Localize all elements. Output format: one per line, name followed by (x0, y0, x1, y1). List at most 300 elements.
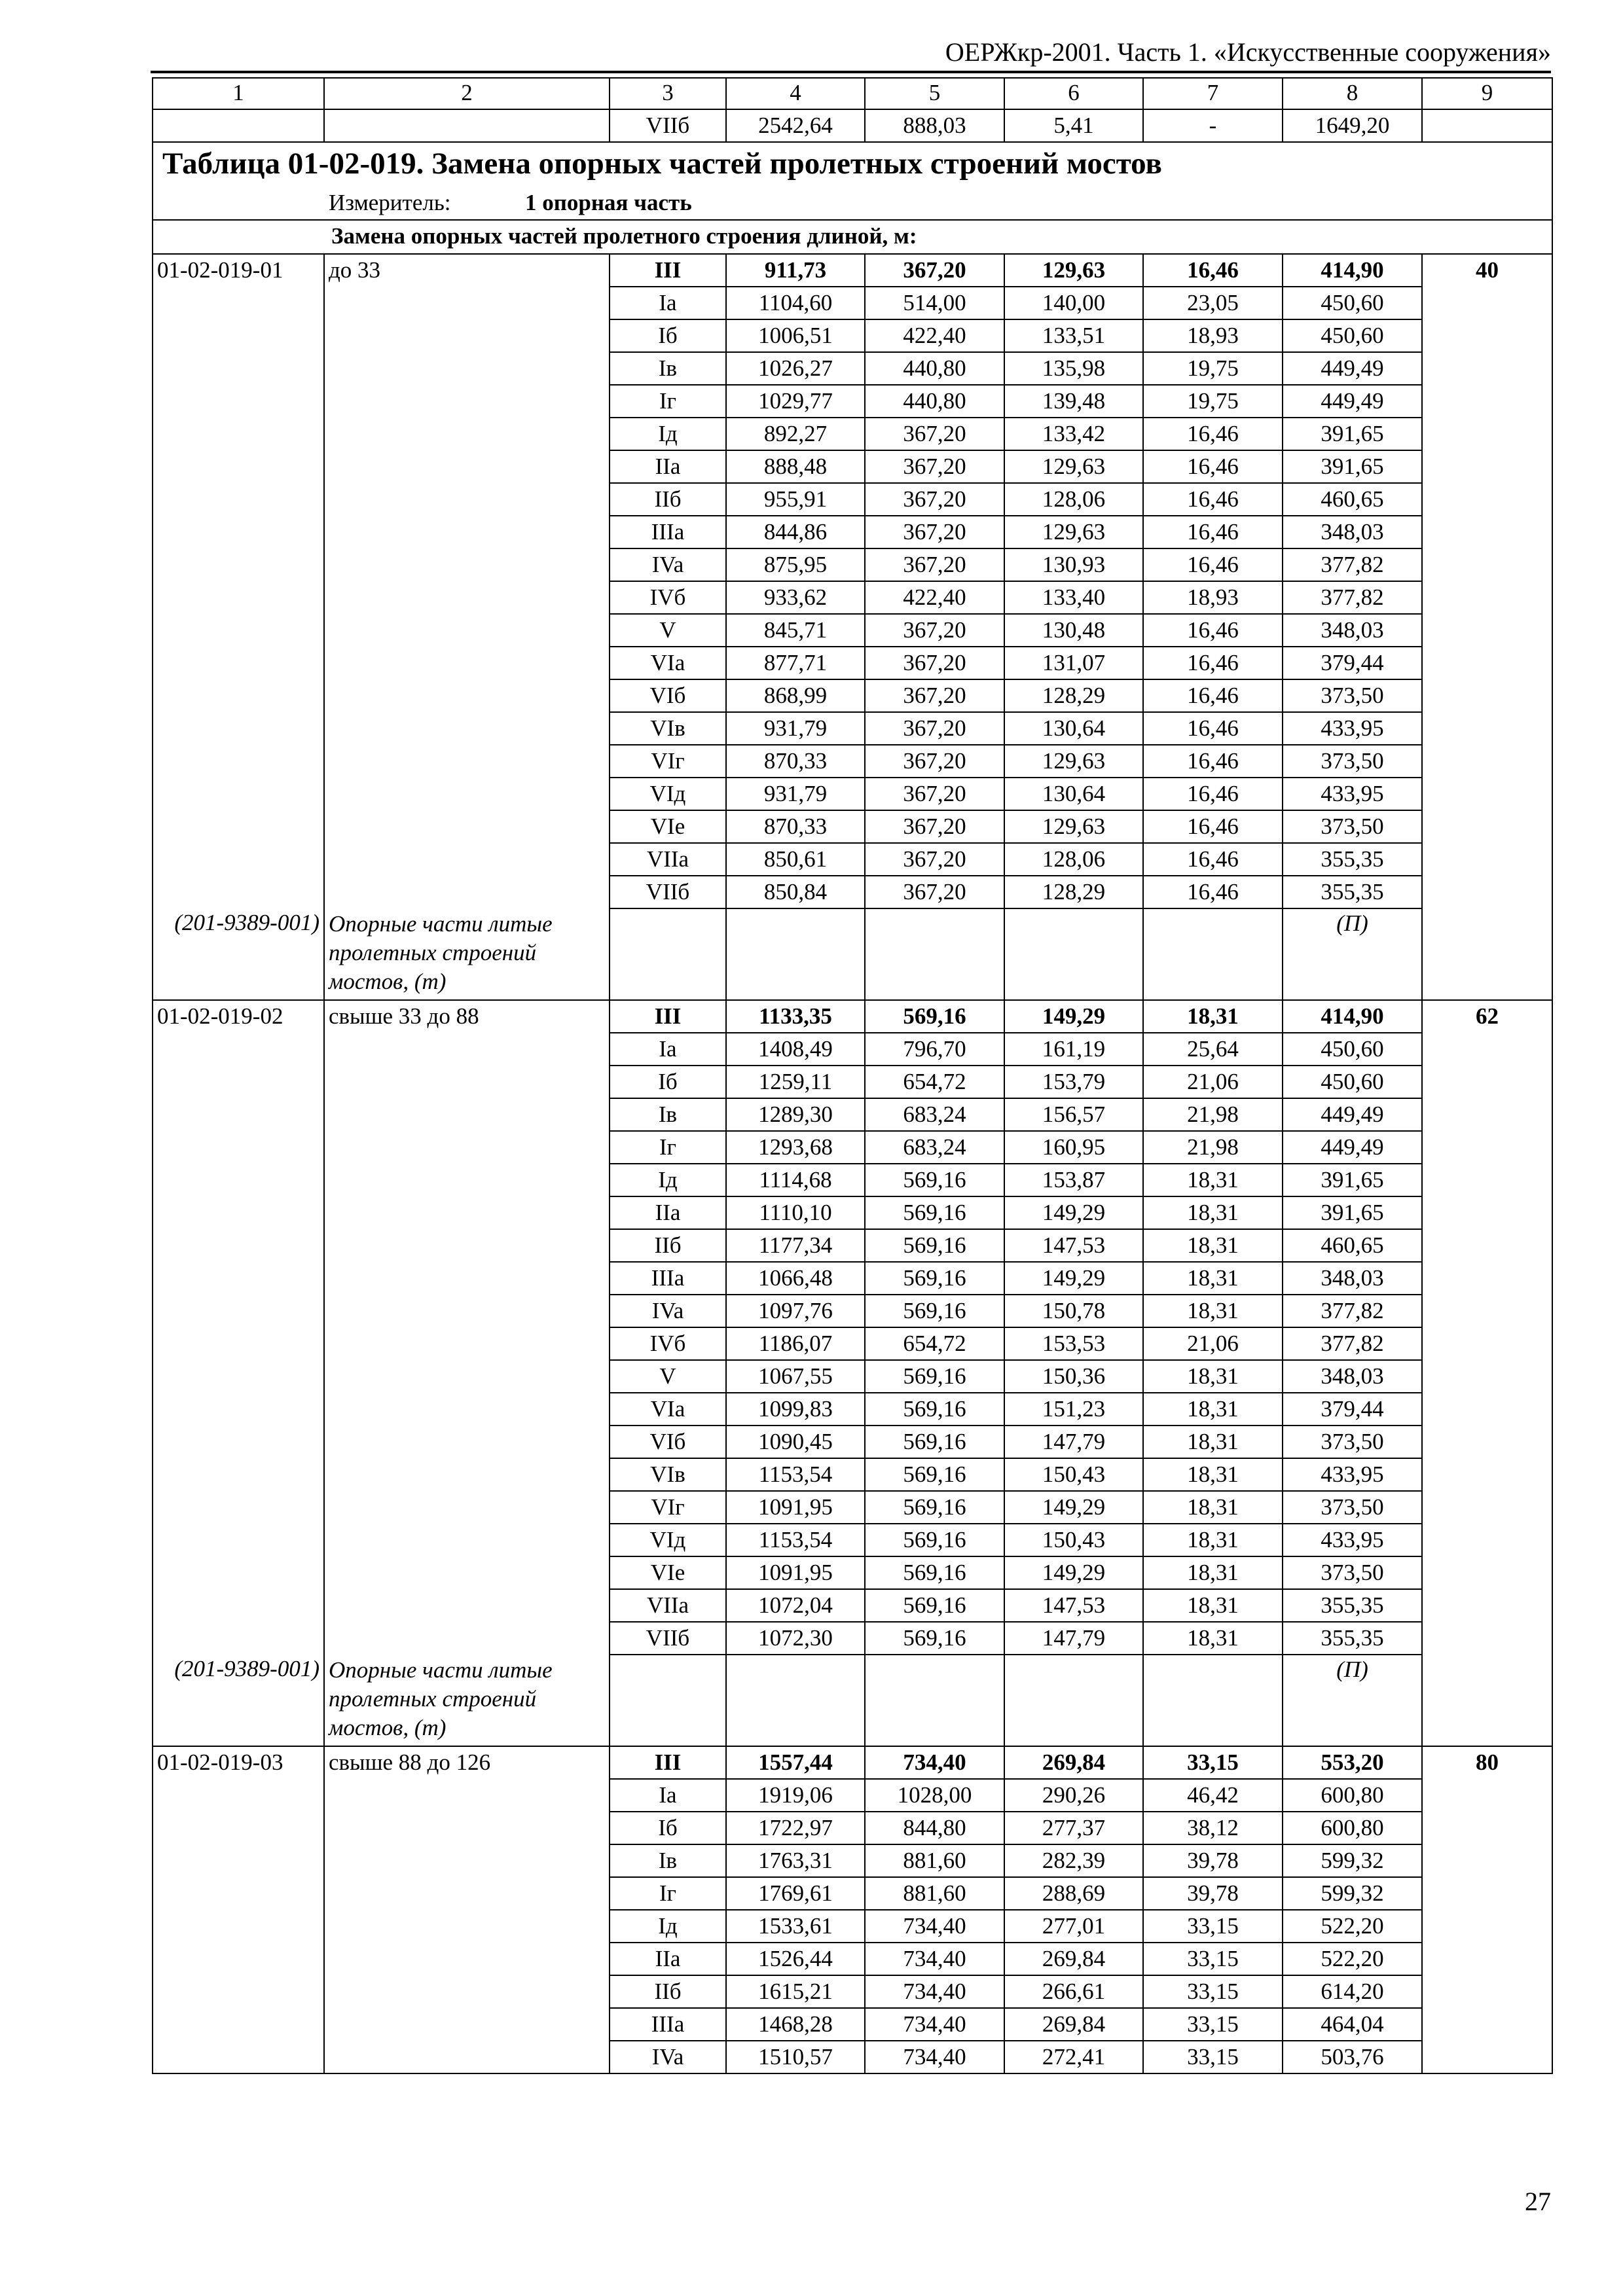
cell-empty (324, 548, 610, 581)
cell-empty (1422, 810, 1552, 843)
table-title: Таблица 01-02-019. Замена опорных частей пролетных строений мостов (162, 147, 1162, 181)
section-heading-cell (153, 220, 1552, 254)
cell-empty (1422, 1491, 1552, 1524)
value-cell: 377,82 (1283, 1295, 1422, 1327)
value-cell: 683,24 (865, 1098, 1004, 1131)
value-cell: 150,78 (1004, 1295, 1143, 1327)
value-cell: 16,46 (1143, 614, 1283, 647)
cell-empty (153, 679, 324, 712)
cell-empty (153, 516, 324, 548)
cell-empty (324, 1229, 610, 1262)
value-cell: 1090,45 (726, 1426, 865, 1458)
value-cell: 1557,44 (726, 1746, 865, 1779)
cell-empty (153, 1844, 324, 1877)
value-cell: 1763,31 (726, 1844, 865, 1877)
value-cell: 1029,77 (726, 385, 865, 418)
measure-label: Измеритель: (329, 190, 451, 215)
value-cell: 367,20 (865, 418, 1004, 450)
table-row (153, 1327, 1552, 1360)
cell-empty (153, 1524, 324, 1556)
zone-cell: Iг (610, 385, 726, 418)
value-cell: 734,40 (865, 2008, 1004, 2041)
value-cell: 379,44 (1283, 647, 1422, 679)
cell-empty (324, 647, 610, 679)
cell-empty (324, 1812, 610, 1844)
value-cell: 150,36 (1004, 1360, 1143, 1393)
table-row (153, 385, 1552, 418)
cell-empty (865, 1655, 1004, 1746)
value-cell: 881,60 (865, 1844, 1004, 1877)
value-cell: 870,33 (726, 745, 865, 778)
value-cell: 1114,68 (726, 1164, 865, 1196)
cell-empty (153, 1877, 324, 1910)
cell-empty (324, 516, 610, 548)
cell-empty (324, 2008, 610, 2041)
zone-cell: Iг (610, 1877, 726, 1910)
value-cell: 1099,83 (726, 1393, 865, 1426)
value-cell: 850,84 (726, 876, 865, 908)
cell-empty (324, 1779, 610, 1812)
zone-cell: Iб (610, 1812, 726, 1844)
value-cell: 355,35 (1283, 843, 1422, 876)
value-cell: 355,35 (1283, 1589, 1422, 1622)
zone-cell: VIIa (610, 843, 726, 876)
zone-cell: IVa (610, 548, 726, 581)
value-cell: 367,20 (865, 843, 1004, 876)
measure-value: 1 опорная часть (525, 190, 692, 215)
table-row (153, 516, 1552, 548)
cell-empty (153, 1327, 324, 1360)
value-cell: 18,31 (1143, 1524, 1283, 1556)
cell-empty (324, 319, 610, 352)
cell-empty (1422, 647, 1552, 679)
cell-empty (324, 745, 610, 778)
cell-empty (324, 287, 610, 319)
table-row (153, 1164, 1552, 1196)
table-row (153, 1491, 1552, 1524)
carry-over-cell: VIIб (610, 109, 726, 142)
value-cell: 734,40 (865, 1746, 1004, 1779)
value-cell: 16,46 (1143, 418, 1283, 450)
col9-value: 80 (1422, 1746, 1552, 1779)
cell-empty (153, 778, 324, 810)
value-cell: 377,82 (1283, 581, 1422, 614)
column-number: 3 (610, 78, 726, 109)
value-cell: 290,26 (1004, 1779, 1143, 1812)
cell-empty (153, 1812, 324, 1844)
value-cell: 734,40 (865, 1975, 1004, 2008)
value-cell: 522,20 (1283, 1943, 1422, 1975)
cell-empty (1422, 548, 1552, 581)
value-cell: 16,46 (1143, 712, 1283, 745)
carry-over-cell: 2542,64 (726, 109, 865, 142)
cell-empty (153, 450, 324, 483)
value-cell: 449,49 (1283, 1131, 1422, 1164)
cell-empty (610, 908, 726, 1000)
value-cell: 150,43 (1004, 1524, 1143, 1556)
zone-cell: IIa (610, 1196, 726, 1229)
value-cell: 1153,54 (726, 1458, 865, 1491)
value-cell: 1408,49 (726, 1033, 865, 1066)
value-cell: 277,37 (1004, 1812, 1143, 1844)
cell-empty (153, 1910, 324, 1943)
zone-cell: III (610, 254, 726, 287)
zone-cell: Ia (610, 1779, 726, 1812)
value-cell: 16,46 (1143, 450, 1283, 483)
value-cell: 23,05 (1143, 287, 1283, 319)
table-row (153, 1812, 1552, 1844)
zone-cell: III (610, 1746, 726, 1779)
value-cell: 355,35 (1283, 876, 1422, 908)
value-cell: 39,78 (1143, 1844, 1283, 1877)
value-cell: 153,87 (1004, 1164, 1143, 1196)
cell-empty (1422, 1779, 1552, 1812)
col9-value: 40 (1422, 254, 1552, 287)
cell-empty (1422, 1943, 1552, 1975)
cell-empty (1422, 1229, 1552, 1262)
value-cell: 129,63 (1004, 254, 1143, 287)
cell-empty (153, 385, 324, 418)
value-cell: 367,20 (865, 647, 1004, 679)
cell-empty (153, 319, 324, 352)
value-cell: 140,00 (1004, 287, 1143, 319)
cell-empty (324, 109, 610, 142)
value-cell: 18,31 (1143, 1295, 1283, 1327)
section-heading-row (153, 220, 1552, 254)
value-cell: 449,49 (1283, 385, 1422, 418)
value-cell: 1919,06 (726, 1779, 865, 1812)
value-cell: 33,15 (1143, 1943, 1283, 1975)
value-cell: 149,29 (1004, 1262, 1143, 1295)
value-cell: 367,20 (865, 516, 1004, 548)
value-cell: 440,80 (865, 352, 1004, 385)
rate-name: свыше 33 до 88 (324, 1000, 610, 1033)
cell-empty (153, 1196, 324, 1229)
cell-empty (324, 1164, 610, 1196)
cell-empty (324, 778, 610, 810)
value-cell: 391,65 (1283, 418, 1422, 450)
table-row (153, 1844, 1552, 1877)
value-cell: 460,65 (1283, 483, 1422, 516)
value-cell: 46,42 (1143, 1779, 1283, 1812)
value-cell: 128,06 (1004, 843, 1143, 876)
value-cell: 151,23 (1004, 1393, 1143, 1426)
cell-empty (1422, 1556, 1552, 1589)
cell-empty (1422, 483, 1552, 516)
cell-empty (1422, 843, 1552, 876)
value-cell: 16,46 (1143, 483, 1283, 516)
value-cell: 464,04 (1283, 2008, 1422, 2041)
zone-cell: IIIa (610, 1262, 726, 1295)
value-cell: 569,16 (865, 1524, 1004, 1556)
cell-empty (1422, 1975, 1552, 2008)
value-cell: 16,46 (1143, 876, 1283, 908)
value-cell: 734,40 (865, 1943, 1004, 1975)
value-cell: 379,44 (1283, 1393, 1422, 1426)
value-cell: 129,63 (1004, 450, 1143, 483)
cell-empty (324, 1910, 610, 1943)
value-cell: 139,48 (1004, 385, 1143, 418)
value-cell: 282,39 (1004, 1844, 1143, 1877)
cell-empty (1422, 712, 1552, 745)
zone-cell: Iд (610, 418, 726, 450)
value-cell: 600,80 (1283, 1812, 1422, 1844)
value-cell: 1028,00 (865, 1779, 1004, 1812)
table-row (153, 876, 1552, 908)
zone-cell: IIб (610, 483, 726, 516)
zone-cell: VIa (610, 647, 726, 679)
cell-empty (153, 548, 324, 581)
cell-empty (1422, 581, 1552, 614)
cell-empty (324, 1524, 610, 1556)
zone-cell: Ia (610, 287, 726, 319)
resource-code: (201-9389-001) (153, 908, 324, 1000)
value-cell: 18,31 (1143, 1556, 1283, 1589)
table-row (153, 254, 1552, 287)
value-cell: 129,63 (1004, 516, 1143, 548)
cell-empty (153, 1393, 324, 1426)
value-cell: 1133,35 (726, 1000, 865, 1033)
value-cell: 16,46 (1143, 254, 1283, 287)
table-row (153, 319, 1552, 352)
cell-empty (324, 450, 610, 483)
cell-empty (324, 385, 610, 418)
value-cell: 129,63 (1004, 810, 1143, 843)
value-cell: 135,98 (1004, 352, 1143, 385)
value-cell: 133,42 (1004, 418, 1143, 450)
table-row (153, 614, 1552, 647)
table-row (153, 1393, 1552, 1426)
zone-cell: VIe (610, 1556, 726, 1589)
value-cell: 449,49 (1283, 352, 1422, 385)
value-cell: 272,41 (1004, 2041, 1143, 2073)
value-cell: 1097,76 (726, 1295, 865, 1327)
value-cell: 1510,57 (726, 2041, 865, 2073)
value-cell: 569,16 (865, 1164, 1004, 1196)
value-cell: 25,64 (1143, 1033, 1283, 1066)
cell-empty (1422, 2041, 1552, 2073)
cell-empty (324, 483, 610, 516)
cell-empty (324, 1262, 610, 1295)
value-cell: 16,46 (1143, 778, 1283, 810)
cell-empty (1422, 450, 1552, 483)
value-cell: 553,20 (1283, 1746, 1422, 1779)
zone-cell: Iд (610, 1164, 726, 1196)
carry-over-cell: - (1143, 109, 1283, 142)
cell-empty (324, 1360, 610, 1393)
value-cell: 450,60 (1283, 1033, 1422, 1066)
cell-empty (153, 1556, 324, 1589)
measure-cell (153, 187, 1552, 220)
value-cell: 868,99 (726, 679, 865, 712)
zone-cell: Iд (610, 1910, 726, 1943)
zone-cell: Iг (610, 1131, 726, 1164)
value-cell: 149,29 (1004, 1556, 1143, 1589)
zone-cell: III (610, 1000, 726, 1033)
value-cell: 433,95 (1283, 1458, 1422, 1491)
value-cell: 1072,30 (726, 1622, 865, 1655)
value-cell: 433,95 (1283, 1524, 1422, 1556)
value-cell: 569,16 (865, 1458, 1004, 1491)
cell-empty (153, 109, 324, 142)
zone-cell: IVa (610, 2041, 726, 2073)
table-row (153, 1877, 1552, 1910)
value-cell: 881,60 (865, 1877, 1004, 1910)
value-cell: 269,84 (1004, 1943, 1143, 1975)
value-cell: 18,31 (1143, 1360, 1283, 1393)
value-cell: 734,40 (865, 1910, 1004, 1943)
table-row (153, 1556, 1552, 1589)
cell-empty (1422, 1033, 1552, 1066)
value-cell: 850,61 (726, 843, 865, 876)
table-row (153, 581, 1552, 614)
value-cell: 844,80 (865, 1812, 1004, 1844)
value-cell: 931,79 (726, 712, 865, 745)
value-cell: 796,70 (865, 1033, 1004, 1066)
running-header: ОЕРЖкр-2001. Часть 1. «Искусственные сооружения» (945, 37, 1551, 67)
carry-over-row (153, 109, 1552, 142)
cell-empty (1422, 614, 1552, 647)
value-cell: 348,03 (1283, 1360, 1422, 1393)
cell-empty (324, 1877, 610, 1910)
value-cell: 1186,07 (726, 1327, 865, 1360)
cell-empty (1143, 1655, 1283, 1746)
cell-empty (153, 1262, 324, 1295)
value-cell: 156,57 (1004, 1098, 1143, 1131)
value-cell: 1091,95 (726, 1556, 865, 1589)
value-cell: 599,32 (1283, 1844, 1422, 1877)
value-cell: 160,95 (1004, 1131, 1143, 1164)
table-row (153, 1458, 1552, 1491)
value-cell: 288,69 (1004, 1877, 1143, 1910)
resource-code: (201-9389-001) (153, 1655, 324, 1746)
zone-cell: V (610, 614, 726, 647)
value-cell: 33,15 (1143, 1910, 1283, 1943)
value-cell: 422,40 (865, 319, 1004, 352)
cell-empty (153, 647, 324, 679)
value-cell: 147,53 (1004, 1589, 1143, 1622)
table-row (153, 2041, 1552, 2073)
cell-empty (1422, 1589, 1552, 1622)
table-row (153, 810, 1552, 843)
cell-empty (1422, 1196, 1552, 1229)
value-cell: 130,48 (1004, 614, 1143, 647)
value-cell: 16,46 (1143, 679, 1283, 712)
value-cell: 870,33 (726, 810, 865, 843)
value-cell: 377,82 (1283, 1327, 1422, 1360)
rate-name: до 33 (324, 254, 610, 287)
column-number: 2 (324, 78, 610, 109)
table-row (153, 1066, 1552, 1098)
value-cell: 1091,95 (726, 1491, 865, 1524)
cell-empty (153, 876, 324, 908)
value-cell: 931,79 (726, 778, 865, 810)
value-cell: 414,90 (1283, 254, 1422, 287)
value-cell: 1293,68 (726, 1131, 865, 1164)
value-cell: 503,76 (1283, 2041, 1422, 2073)
resource-row (153, 908, 1552, 1000)
table-row (153, 679, 1552, 712)
cell-empty (1422, 876, 1552, 908)
cell-empty (324, 1844, 610, 1877)
cell-empty (153, 1491, 324, 1524)
table-row (153, 647, 1552, 679)
cell-empty (1422, 287, 1552, 319)
cell-empty (324, 1491, 610, 1524)
cell-empty (1422, 1360, 1552, 1393)
table-row (153, 1779, 1552, 1812)
value-cell: 153,53 (1004, 1327, 1143, 1360)
value-cell: 18,31 (1143, 1393, 1283, 1426)
table-row (153, 1295, 1552, 1327)
zone-cell: VIe (610, 810, 726, 843)
value-cell: 569,16 (865, 1262, 1004, 1295)
table-row (153, 1426, 1552, 1458)
column-number: 7 (1143, 78, 1283, 109)
value-cell: 1259,11 (726, 1066, 865, 1098)
cell-empty (1422, 319, 1552, 352)
zone-cell: VIд (610, 1524, 726, 1556)
value-cell: 1177,34 (726, 1229, 865, 1262)
value-cell: 16,46 (1143, 647, 1283, 679)
value-cell: 18,31 (1143, 1262, 1283, 1295)
table-row (153, 483, 1552, 516)
cell-empty (1143, 908, 1283, 1000)
cell-empty (324, 614, 610, 647)
value-cell: 16,46 (1143, 516, 1283, 548)
value-cell: 277,01 (1004, 1910, 1143, 1943)
cell-empty (153, 843, 324, 876)
value-cell: 599,32 (1283, 1877, 1422, 1910)
value-cell: 888,48 (726, 450, 865, 483)
value-cell: 269,84 (1004, 1746, 1143, 1779)
cell-empty (153, 1164, 324, 1196)
table-row (153, 1589, 1552, 1622)
measure-row (153, 187, 1552, 220)
value-cell: 569,16 (865, 1491, 1004, 1524)
table-row (153, 1910, 1552, 1943)
value-cell: 367,20 (865, 712, 1004, 745)
value-cell: 877,71 (726, 647, 865, 679)
carry-over-cell: 888,03 (865, 109, 1004, 142)
table-row (153, 1360, 1552, 1393)
value-cell: 367,20 (865, 614, 1004, 647)
zone-cell: IVa (610, 1295, 726, 1327)
value-cell: 569,16 (865, 1426, 1004, 1458)
table-row (153, 1131, 1552, 1164)
value-cell: 367,20 (865, 548, 1004, 581)
value-cell: 1289,30 (726, 1098, 865, 1131)
table-row (153, 548, 1552, 581)
cell-empty (1422, 778, 1552, 810)
table-row (153, 352, 1552, 385)
zone-cell: VIг (610, 1491, 726, 1524)
value-cell: 391,65 (1283, 450, 1422, 483)
value-cell: 1006,51 (726, 319, 865, 352)
resource-name: Опорные части литые пролетных строений мостов, (т) (324, 1655, 610, 1746)
resource-value: (П) (1283, 1655, 1422, 1746)
zone-cell: VIд (610, 778, 726, 810)
table-row (153, 712, 1552, 745)
value-cell: 38,12 (1143, 1812, 1283, 1844)
value-cell: 33,15 (1143, 1975, 1283, 2008)
resource-name: Опорные части литые пролетных строений мостов, (т) (324, 908, 610, 1000)
value-cell: 348,03 (1283, 614, 1422, 647)
cell-empty (1422, 352, 1552, 385)
cell-empty (1422, 679, 1552, 712)
cell-empty (324, 1393, 610, 1426)
value-cell: 18,93 (1143, 319, 1283, 352)
